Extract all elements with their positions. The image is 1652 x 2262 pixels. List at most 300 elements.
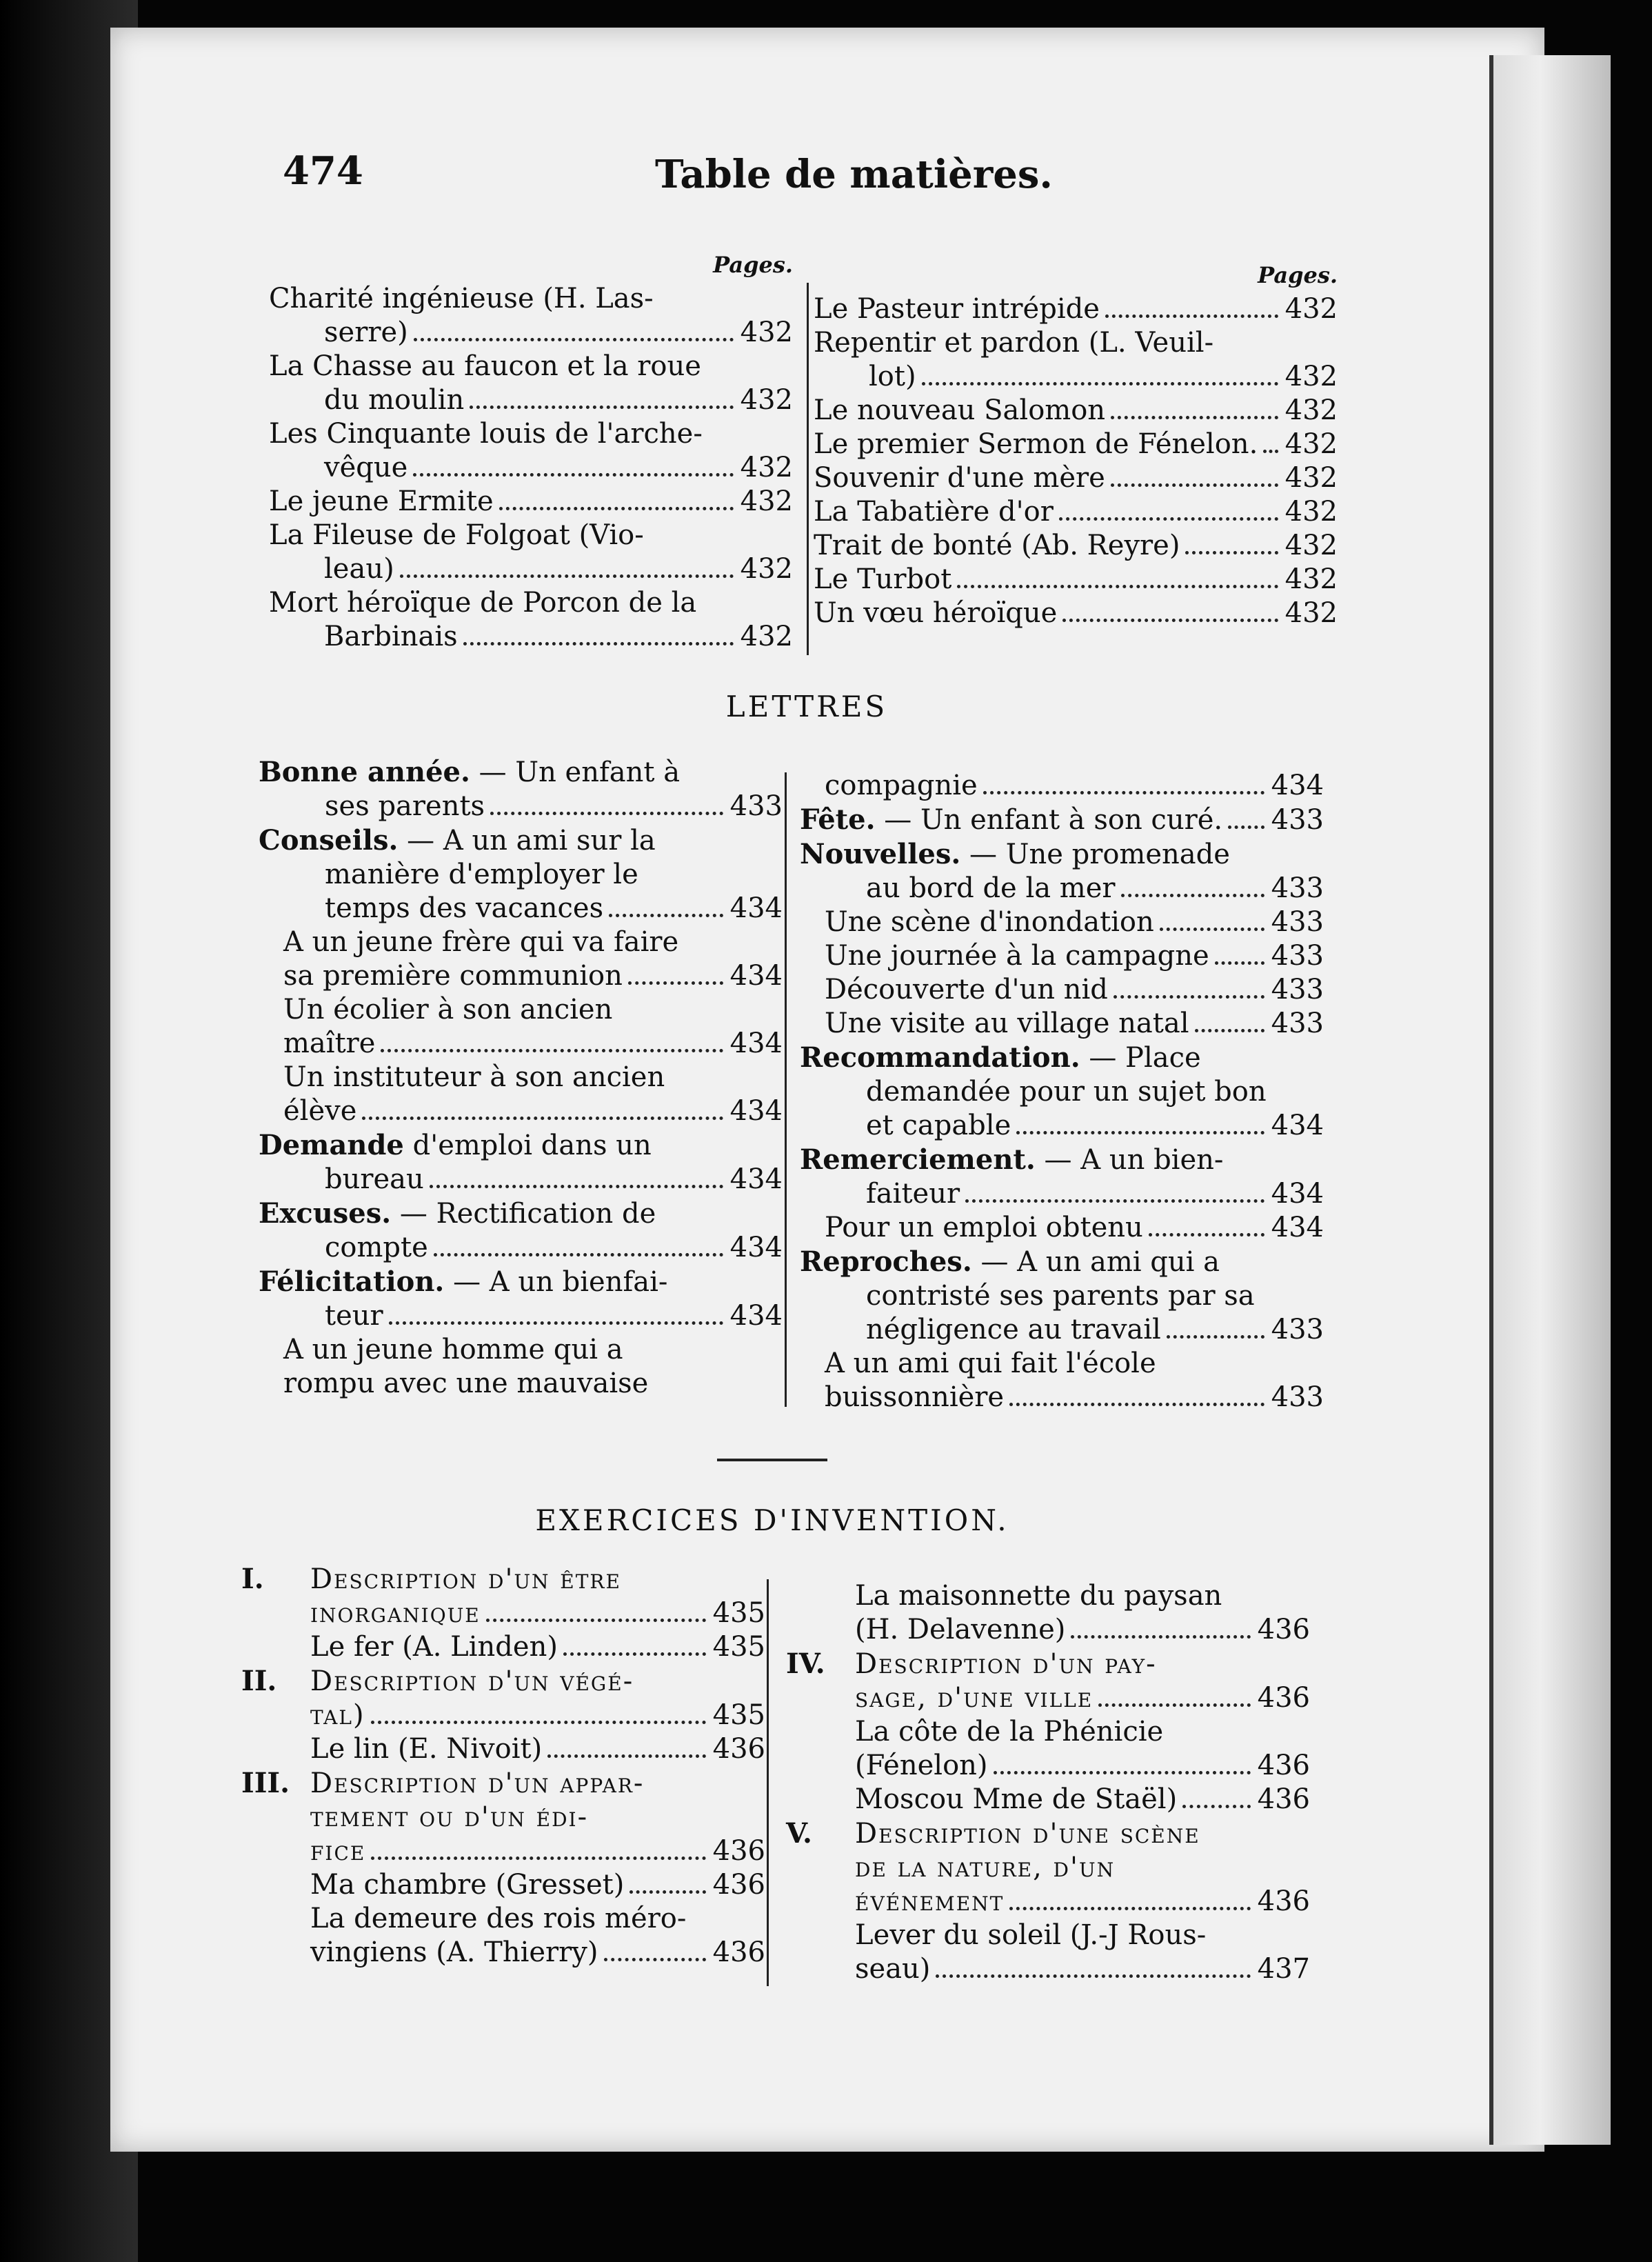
- dot-leader: [604, 1958, 706, 1961]
- toc-entry: [814, 495, 1338, 529]
- page-ref: 432: [1285, 597, 1338, 629]
- toc-entry-text: [310, 1801, 588, 1833]
- letter-category: Demande: [259, 1129, 404, 1161]
- toc-entry-text: [269, 485, 494, 519]
- toc-entry-text: [310, 1563, 621, 1595]
- page-ref: 437: [1257, 1953, 1310, 1985]
- toc-entry-text: [310, 1768, 644, 1799]
- dot-leader: [629, 1890, 705, 1894]
- toc-entry-text: [283, 1334, 623, 1365]
- toc-line-text: tal): [310, 1699, 365, 1731]
- dot-leader: [362, 1117, 723, 1120]
- toc-entry-last-line: [800, 1313, 1324, 1347]
- toc-entry-text: [269, 350, 701, 382]
- toc-entry-last-line: [259, 1027, 783, 1061]
- lettres-left-column: [259, 755, 783, 1401]
- toc-line-text: Une visite au village natal: [825, 1008, 1189, 1039]
- toc-line-text: Trait de bonté (Ab. Reyre): [814, 530, 1180, 561]
- page-ref: 432: [740, 452, 793, 483]
- page-ref: 434: [729, 1028, 783, 1059]
- dot-leader: [1160, 928, 1265, 931]
- toc-entry: [786, 1715, 1310, 1783]
- toc-entry-last-line: [800, 905, 1324, 939]
- toc-line-text: Barbinais: [324, 621, 458, 652]
- toc-entry-text: [814, 529, 1180, 563]
- toc-entry-line: [259, 993, 783, 1027]
- toc-entry-text: [855, 1852, 1115, 1883]
- toc-entry: [814, 394, 1338, 428]
- toc-entry-last-line: [259, 959, 783, 993]
- toc-entry-last-line: [800, 872, 1324, 905]
- dot-leader: [628, 981, 723, 985]
- toc-entry-text: [324, 383, 464, 417]
- toc-entry-last-line: [269, 451, 793, 485]
- toc-line-text: La côte de la Phénicie: [855, 1716, 1164, 1748]
- toc-line-text: Découverte d'un nid: [825, 974, 1108, 1005]
- toc-entry-last-line: [786, 1952, 1310, 1986]
- section-title-exercices: EXERCICES D'INVENTION.: [535, 1503, 1009, 1537]
- toc-entry: [259, 823, 783, 925]
- toc-entry-text: [325, 1299, 383, 1333]
- toc-entry: [800, 803, 1324, 837]
- toc-entry-text: [310, 1868, 624, 1902]
- toc-entry: [814, 428, 1338, 461]
- toc-entry-last-line: [259, 1299, 783, 1333]
- page-ref: 434: [1271, 770, 1324, 801]
- toc-line-text: Le Pasteur intrépide: [814, 293, 1100, 325]
- toc-line-text: Les Cinquante louis de l'arche-: [269, 418, 703, 450]
- toc-entry-line: [800, 1143, 1324, 1177]
- toc-entry-text: [855, 1818, 1200, 1850]
- page-ref: 436: [712, 1936, 765, 1968]
- toc-entry-last-line: [269, 620, 793, 654]
- section-roman-numeral: II.: [241, 1665, 277, 1697]
- recits-right-column: [814, 259, 1338, 630]
- page-ref: 432: [740, 553, 793, 585]
- toc-entry-text: [814, 495, 1054, 529]
- page-ref: 434: [1271, 1178, 1324, 1210]
- toc-entry: [814, 597, 1338, 630]
- toc-line-text: La Tabatière d'or: [814, 496, 1054, 528]
- toc-entry-line: [259, 1197, 783, 1231]
- toc-line-text: Le nouveau Salomon: [814, 394, 1106, 426]
- toc-entry-last-line: [800, 939, 1324, 973]
- page-ref: 434: [729, 1232, 783, 1263]
- toc-line-text: sa première communion: [283, 960, 623, 992]
- exercices-left-column: [241, 1562, 765, 1970]
- toc-entry-text: [283, 1027, 375, 1061]
- toc-entry-line: [259, 823, 783, 858]
- page-ref: 436: [1257, 1614, 1310, 1645]
- toc-entry-text: [310, 1834, 365, 1868]
- section-title-lettres: LETTRES: [725, 690, 888, 723]
- dot-leader: [1105, 314, 1278, 318]
- toc-line-text: élève: [283, 1095, 357, 1127]
- toc-entry: [814, 461, 1338, 495]
- toc-entry: [800, 973, 1324, 1007]
- page-title: Table de matières.: [655, 152, 1053, 197]
- toc-entry-last-line: [814, 428, 1338, 461]
- dot-leader: [1111, 483, 1278, 487]
- toc-entry: [800, 1041, 1324, 1143]
- dot-leader: [499, 507, 734, 510]
- toc-entry-text: [825, 1007, 1189, 1041]
- toc-entry: [800, 1143, 1324, 1211]
- toc-entry-text: [869, 360, 916, 394]
- toc-line-text: Moscou Mme de Staël): [855, 1783, 1178, 1815]
- toc-entry: [259, 755, 783, 823]
- toc-line-text: — A un ami sur la: [398, 825, 656, 857]
- dot-leader: [1114, 995, 1265, 999]
- toc-entry-line: [269, 350, 793, 383]
- toc-entry-text: [825, 1381, 1004, 1414]
- toc-entry-last-line: [814, 597, 1338, 630]
- toc-entry-last-line: [241, 1834, 765, 1868]
- toc-entry-text: [814, 461, 1105, 495]
- toc-entry-text: [825, 1211, 1143, 1245]
- toc-entry-line: [800, 837, 1324, 872]
- toc-entry: [800, 1347, 1324, 1414]
- toc-entry-last-line: [241, 1597, 765, 1630]
- toc-entry-text: [866, 1280, 1255, 1312]
- toc-entry-text: [324, 552, 394, 586]
- toc-entry-text: [825, 769, 978, 803]
- page-ref: 435: [712, 1699, 765, 1731]
- dot-leader: [1009, 1907, 1250, 1910]
- toc-line-text: Le premier Sermon de Fénelon.: [814, 428, 1258, 460]
- page-ref: 432: [1285, 361, 1338, 392]
- toc-entry-last-line: [786, 1613, 1310, 1647]
- toc-entry: [269, 485, 793, 519]
- dot-leader: [936, 1974, 1250, 1978]
- dot-leader: [1062, 619, 1278, 622]
- toc-entry-last-line: [269, 316, 793, 350]
- dot-leader: [389, 1321, 723, 1325]
- exercices-right-column: [786, 1579, 1310, 1986]
- toc-entry-text: [800, 1144, 1223, 1176]
- toc-entry-text: [325, 859, 638, 890]
- toc-entry-line: [786, 1919, 1310, 1952]
- toc-line-text: A un jeune frère qui va faire: [283, 926, 679, 958]
- page-ref: 432: [740, 621, 793, 652]
- toc-line-text: Le Turbot: [814, 563, 952, 595]
- toc-entry-last-line: [814, 360, 1338, 394]
- toc-entry-line: [786, 1579, 1310, 1613]
- toc-entry: [259, 1061, 783, 1128]
- toc-entry-text: [855, 1783, 1177, 1816]
- toc-line-text: temps des vacances: [325, 892, 604, 924]
- dot-leader: [1263, 450, 1278, 453]
- page-ref: 432: [1285, 293, 1338, 325]
- toc-entry-last-line: [814, 461, 1338, 495]
- toc-line-text: (Fénelon): [855, 1750, 988, 1781]
- toc-line-text: teur: [325, 1300, 383, 1332]
- toc-line-text: du moulin: [324, 384, 465, 416]
- recits-left-column: [269, 248, 793, 654]
- toc-entry-text: [325, 1231, 428, 1265]
- toc-entry: [269, 586, 793, 654]
- page-ref: 433: [1271, 1381, 1324, 1413]
- dot-leader: [434, 1253, 723, 1257]
- toc-entry-text: [814, 428, 1258, 461]
- toc-entry-text: [283, 926, 678, 958]
- toc-entry-line: [269, 586, 793, 620]
- toc-entry-text: [259, 757, 680, 788]
- pages-label-right: Pages.: [1258, 262, 1338, 288]
- toc-entry-text: [269, 283, 654, 314]
- toc-entry: [241, 1902, 765, 1970]
- toc-line-text: Description d'un appar-: [310, 1768, 645, 1799]
- section-roman-numeral: V.: [786, 1817, 812, 1850]
- toc-entry-text: [825, 905, 1154, 939]
- dot-leader: [1098, 1703, 1250, 1707]
- dot-leader: [994, 1771, 1251, 1774]
- toc-line-text: — A un bien-: [1035, 1144, 1224, 1176]
- toc-entry-text: [310, 1903, 686, 1934]
- toc-entry-text: [310, 1597, 481, 1630]
- dot-leader: [463, 642, 734, 645]
- section-divider: [717, 1459, 827, 1461]
- toc-line-text: A un jeune homme qui a: [283, 1334, 623, 1365]
- toc-entry: [259, 1197, 783, 1265]
- toc-entry-last-line: [800, 1381, 1324, 1414]
- toc-entry-text: [269, 519, 644, 551]
- page-ref: 433: [1271, 1314, 1324, 1345]
- toc-entry: [800, 837, 1324, 905]
- toc-line-text: — Un enfant à son curé.: [875, 804, 1223, 836]
- toc-entry: [800, 905, 1324, 939]
- toc-line-text: tement ou d'un édi-: [310, 1801, 589, 1833]
- letter-category: Remerciement.: [800, 1143, 1036, 1176]
- toc-entry-last-line: [259, 1231, 783, 1265]
- toc-line-text: — Place: [1080, 1042, 1201, 1074]
- toc-entry-last-line: [241, 1868, 765, 1902]
- toc-line-text: — A un bienfai-: [444, 1266, 668, 1298]
- toc-entry-text: [855, 1613, 1065, 1647]
- toc-entry-last-line: [800, 1109, 1324, 1143]
- toc-entry-last-line: [269, 552, 793, 586]
- toc-line-text: de la nature, d'un: [855, 1852, 1116, 1883]
- toc-line-text: La maisonnette du paysan: [855, 1580, 1222, 1612]
- dot-leader: [371, 1721, 706, 1724]
- toc-entry-text: [866, 1076, 1267, 1108]
- toc-entry: [814, 529, 1338, 563]
- toc-entry: [241, 1630, 765, 1664]
- toc-entry-line: [241, 1664, 765, 1699]
- page-ref: 432: [1285, 530, 1338, 561]
- toc-line-text: Souvenir d'une mère: [814, 462, 1105, 494]
- toc-entry-text: [855, 1885, 1004, 1919]
- toc-entry-line: [259, 858, 783, 892]
- toc-entry-last-line: [241, 1936, 765, 1970]
- page-ref: 435: [712, 1597, 765, 1629]
- letter-category: Fête.: [800, 803, 876, 836]
- dot-leader: [957, 585, 1278, 588]
- toc-entry-last-line: [259, 790, 783, 823]
- page-ref: 434: [1271, 1110, 1324, 1141]
- toc-entry-text: [283, 959, 623, 993]
- dot-leader: [547, 1754, 705, 1758]
- toc-entry-last-line: [241, 1699, 765, 1732]
- toc-entry: [800, 1007, 1324, 1041]
- toc-entry-line: [259, 1128, 783, 1163]
- toc-line-text: serre): [324, 317, 408, 348]
- toc-entry-line: [259, 925, 783, 959]
- toc-line-text: ses parents: [325, 790, 485, 822]
- toc-line-text: (H. Delavenne): [855, 1614, 1066, 1645]
- toc-entry: [786, 1579, 1310, 1647]
- toc-entry: [786, 1783, 1310, 1816]
- toc-line-text: vingiens (A. Thierry): [310, 1936, 598, 1968]
- toc-line-text: compte: [325, 1232, 428, 1263]
- toc-entry-text: [866, 1313, 1161, 1347]
- toc-entry-line: [241, 1562, 765, 1597]
- toc-entry-text: [283, 994, 612, 1025]
- toc-line-text: — Un enfant à: [470, 757, 681, 788]
- toc-entry: [259, 993, 783, 1061]
- section-roman-numeral: I.: [241, 1563, 264, 1595]
- toc-entry: [259, 1128, 783, 1197]
- dot-leader: [1149, 1233, 1265, 1237]
- column-rule-lettres: [785, 772, 787, 1407]
- toc-entry-text: [855, 1681, 1093, 1715]
- page-ref: 435: [712, 1631, 765, 1663]
- dot-leader: [1071, 1635, 1250, 1639]
- toc-entry-line: [259, 1265, 783, 1299]
- page-ref: 432: [1285, 462, 1338, 494]
- dot-leader: [470, 406, 733, 409]
- toc-entry: [241, 1766, 765, 1868]
- toc-entry-text: [866, 1109, 1011, 1143]
- page-ref: 436: [1257, 1783, 1310, 1815]
- toc-entry-text: [269, 587, 696, 619]
- toc-entry-line: [269, 519, 793, 552]
- dot-leader: [430, 1185, 723, 1188]
- toc-line-text: Lever du soleil (J.-J Rous-: [855, 1919, 1207, 1951]
- toc-entry-line: [800, 1347, 1324, 1381]
- toc-line-text: vêque: [324, 452, 408, 483]
- toc-entry: [800, 769, 1324, 803]
- toc-line-text: buissonnière: [825, 1381, 1005, 1413]
- toc-entry-text: [324, 451, 407, 485]
- toc-entry: [259, 1333, 783, 1401]
- toc-entry-last-line: [800, 1177, 1324, 1211]
- page-ref: 434: [729, 1163, 783, 1195]
- toc-line-text: — Une promenade: [960, 839, 1230, 870]
- toc-line-text: maître: [283, 1028, 376, 1059]
- toc-entry-text: [825, 973, 1108, 1007]
- toc-entry-text: [800, 839, 1230, 870]
- toc-entry: [786, 1919, 1310, 1986]
- toc-entry-text: [325, 892, 603, 925]
- page-ref: 434: [1271, 1212, 1324, 1243]
- toc-entry-text: [855, 1952, 930, 1986]
- toc-entry-last-line: [786, 1681, 1310, 1715]
- toc-line-text: Mort héroïque de Porcon de la: [269, 587, 697, 619]
- toc-entry-last-line: [800, 1211, 1324, 1245]
- toc-entry-last-line: [269, 485, 793, 519]
- dot-leader: [1167, 1335, 1265, 1339]
- toc-entry-text: [855, 1716, 1163, 1748]
- toc-entry: [259, 925, 783, 993]
- lettres-right-column: [800, 769, 1324, 1414]
- toc-entry: [800, 1245, 1324, 1347]
- toc-entry-last-line: [800, 769, 1324, 803]
- toc-line-text: Le lin (E. Nivoit): [310, 1733, 543, 1765]
- page-ref: 436: [712, 1835, 765, 1867]
- toc-entry-text: [283, 1094, 356, 1128]
- toc-line-text: La Chasse au faucon et la roue: [269, 350, 701, 382]
- toc-entry-text: [324, 316, 408, 350]
- toc-line-text: Ma chambre (Gresset): [310, 1869, 625, 1901]
- toc-line-text: Un vœu héroïque: [814, 597, 1058, 629]
- toc-entry-text: [800, 1246, 1220, 1278]
- toc-line-text: Un instituteur à son ancien: [283, 1061, 665, 1093]
- toc-entry-last-line: [814, 529, 1338, 563]
- page-ref: 434: [729, 960, 783, 992]
- toc-entry-last-line: [259, 1367, 783, 1401]
- toc-entry-line: [786, 1851, 1310, 1885]
- dot-leader: [414, 338, 734, 341]
- toc-entry-text: [325, 790, 485, 823]
- page-ref: 436: [1257, 1750, 1310, 1781]
- page-ref: 434: [729, 892, 783, 924]
- dot-leader: [1195, 1029, 1265, 1032]
- dot-leader: [490, 812, 723, 815]
- page-ref: 433: [1271, 872, 1324, 904]
- toc-entry-last-line: [259, 892, 783, 925]
- toc-entry-text: [855, 1580, 1222, 1612]
- toc-line-text: d'emploi dans un: [403, 1130, 652, 1161]
- dot-leader: [1009, 1403, 1265, 1406]
- toc-line-text: Charité ingénieuse (H. Las-: [269, 283, 654, 314]
- toc-line-text: et capable: [866, 1110, 1011, 1141]
- toc-entry: [814, 292, 1338, 326]
- toc-line-text: Description d'un être: [310, 1563, 621, 1595]
- toc-entry-text: [259, 1266, 667, 1298]
- toc-entry-text: [310, 1630, 558, 1664]
- toc-entry: [269, 350, 793, 417]
- toc-entry-text: [825, 1348, 1156, 1379]
- dot-leader: [1228, 825, 1265, 829]
- dot-leader: [400, 574, 734, 578]
- page-ref: 432: [1285, 563, 1338, 595]
- dot-leader: [1059, 517, 1278, 521]
- toc-entry: [241, 1732, 765, 1766]
- page-ref: 436: [1257, 1682, 1310, 1714]
- toc-entry-text: [310, 1665, 634, 1697]
- toc-entry-text: [855, 1749, 988, 1783]
- toc-entry-text: [259, 825, 656, 857]
- toc-entry-last-line: [259, 1094, 783, 1128]
- toc-line-text: faiteur: [866, 1178, 960, 1210]
- toc-line-text: Description d'une scène: [855, 1818, 1200, 1850]
- toc-entry-line: [786, 1647, 1310, 1681]
- toc-line-text: rompu avec une mauvaise: [283, 1368, 649, 1399]
- toc-entry-last-line: [800, 973, 1324, 1007]
- toc-entry-last-line: [814, 394, 1338, 428]
- page-ref: 436: [712, 1869, 765, 1901]
- page-ref: 433: [1271, 804, 1324, 836]
- toc-line-text: bureau: [325, 1163, 424, 1195]
- letter-category: Conseils.: [259, 824, 399, 857]
- toc-line-text: contristé ses parents par sa: [866, 1280, 1255, 1312]
- toc-entry: [241, 1664, 765, 1732]
- toc-line-text: sage, d'une ville: [855, 1682, 1094, 1714]
- toc-entry: [269, 417, 793, 485]
- toc-line-text: seau): [855, 1953, 931, 1985]
- toc-entry-line: [269, 282, 793, 316]
